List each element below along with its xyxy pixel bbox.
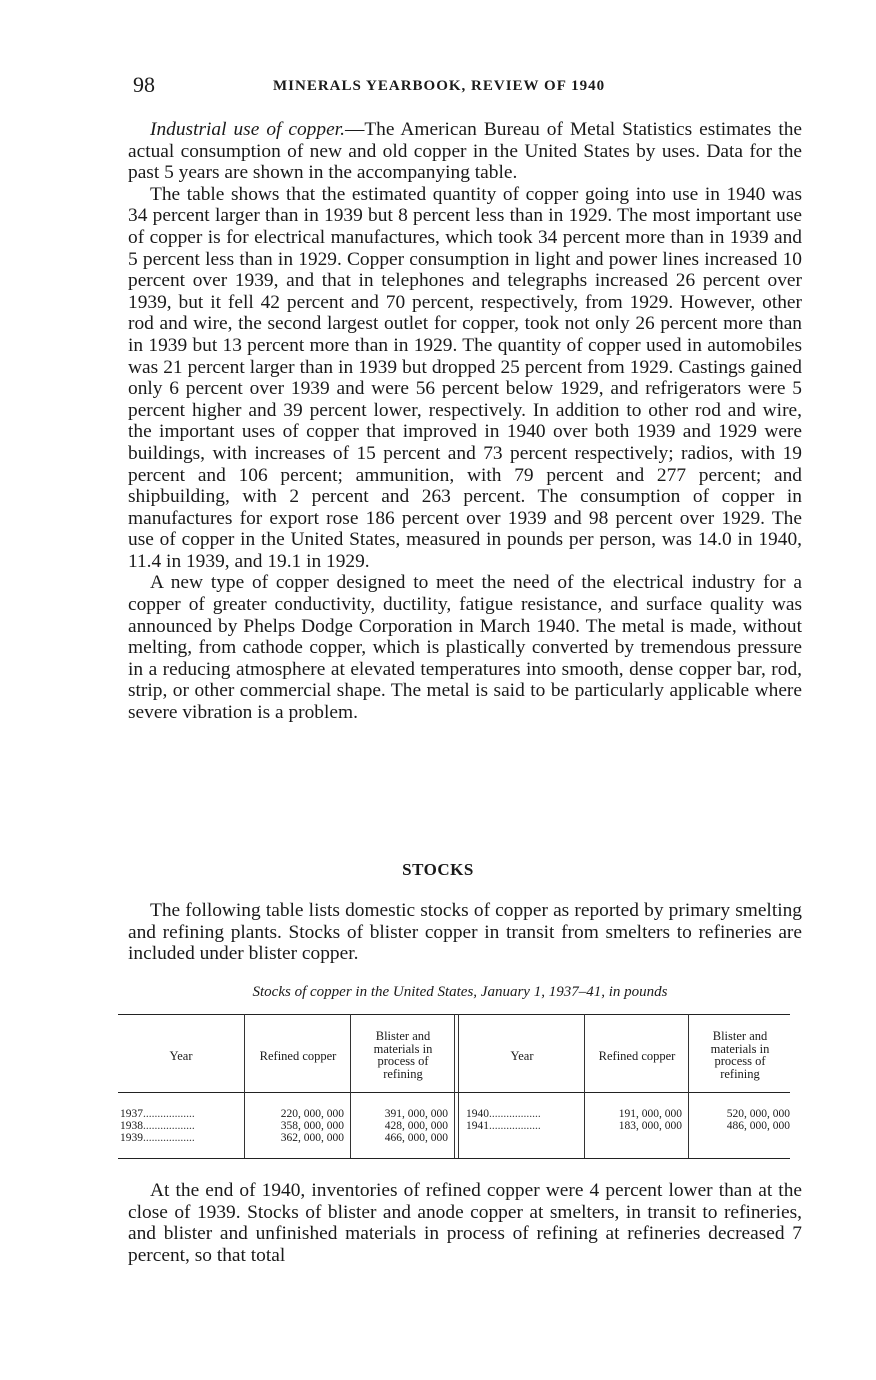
table-caption: Stocks of copper in the United States, January 1, 1937–41, in pounds <box>252 984 668 1000</box>
header-blister <box>352 1030 454 1080</box>
cell-refined: 358, 000, 000 <box>280 1120 344 1132</box>
page-number: 98 <box>133 72 155 97</box>
header-refined: Refined copper <box>259 1049 337 1063</box>
column-divider <box>244 1014 245 1158</box>
dot-leader: .................. <box>143 1120 195 1132</box>
cell-refined: 362, 000, 000 <box>280 1132 344 1144</box>
header-line: materials in <box>373 1041 433 1056</box>
cell-blister: 520, 000, 000 <box>726 1108 790 1120</box>
section-heading: STOCKS <box>402 860 474 879</box>
paragraph <box>128 119 802 184</box>
cell-blister: 466, 000, 000 <box>384 1132 448 1144</box>
column-divider <box>350 1014 351 1158</box>
dot-leader: .................. <box>143 1108 195 1120</box>
cell-refined: 191, 000, 000 <box>618 1108 682 1120</box>
column-divider <box>584 1014 585 1158</box>
header-year: Year <box>510 1049 534 1063</box>
header-year: Year <box>169 1049 193 1063</box>
stocks-closing <box>128 1180 802 1266</box>
header-line: materials in <box>710 1041 770 1056</box>
cell-year: 1937 <box>120 1108 143 1120</box>
stocks-intro <box>128 900 802 965</box>
paragraph: At the end of 1940, inventories of refined copper were 4 percent lower than at the close of 1939. Stocks of blister and anode copper at smelters, in transit to refineries, and blister and unfinished materials in process of refining at refineries decreased 7 percent, so that total <box>128 1180 802 1266</box>
cell-year: 1940 <box>466 1108 489 1120</box>
table-row <box>120 1108 240 1120</box>
header-blister <box>690 1030 790 1080</box>
table-bottom-rule <box>118 1158 790 1159</box>
cell-year: 1941 <box>466 1120 489 1132</box>
table-row <box>466 1108 582 1120</box>
cell-refined: 220, 000, 000 <box>280 1108 344 1120</box>
cell-blister: 391, 000, 000 <box>384 1108 448 1120</box>
header-line: Blister and <box>712 1029 768 1043</box>
paragraph: The table shows that the estimated quantity of copper going into use in 1940 was 34 percent larger than in 1939 but 8 percent less than in 1929. The most important use of copper is for electrical manufactures, which took 34 percent more than in 1939 and 5 percent less than in 1929. Copper consumption in light and power lines increased 10 percent over 1939, and that in telephones and telegraphs increased 26 percent over 1939, but it fell 42 percent and 70 percent, respectively, from 1929. However, other rod and wire, the second largest outlet for copper, took not only 26 percent more than in 1939 but 13 percent more than in 1929. The quantity of copper used in automobiles was 21 percent larger than in 1939 but dropped 25 percent from 1929. Castings gained only 6 percent over 1939 and were 56 percent below 1929, and refrigerators were 5 percent higher and 39 percent lower, respectively. In addition to other rod and wire, the important uses of copper that improved in 1940 over both 1939 and 1929 were buildings, with increases of 15 percent and 73 percent respectively; radios, with 19 percent and 106 percent; ammunition, with 79 percent and 277 percent; and shipbuilding, with 2 percent and 263 percent. The consumption of copper in manufactures for export rose 186 percent over 1939 and 98 percent over 1929. The use of copper in the United States, measured in pounds per person, was 14.0 in 1940, 11.4 in 1939, and 19.1 in 1929. <box>128 183 802 572</box>
table-row <box>120 1120 240 1132</box>
dot-leader: .................. <box>143 1132 195 1144</box>
stocks-table <box>118 1014 790 1162</box>
cell-year: 1938 <box>120 1120 143 1132</box>
section-copper-use <box>128 119 802 724</box>
paragraph: The following table lists domestic stocks of copper as reported by primary smelting and refining plants. Stocks of blister copper in transit from smelters to refineries are included under blister copper. <box>128 900 802 965</box>
dot-leader: .................. <box>489 1108 541 1120</box>
running-title: MINERALS YEARBOOK, REVIEW OF 1940 <box>273 78 606 94</box>
paragraph: A new type of copper designed to meet the need of the electrical industry for a copper of greater conductivity, ductility, fatigue resistance, and surface quality was announced by Phelps Dodge Corporation in March 1940. The metal is made, without melting, from cathode copper, which is plastically converted by tremendous pressure in a reducing atmosphere at elevated temperatures into smooth, dense copper bar, rod, strip, or other commercial shape. The metal is said to be particularly applicable where severe vibration is a problem. <box>128 572 802 724</box>
cell-blister: 486, 000, 000 <box>726 1120 790 1132</box>
dot-leader: .................. <box>489 1120 541 1132</box>
header-line: process of <box>377 1054 429 1068</box>
table-row <box>466 1120 582 1132</box>
header-line: refining <box>383 1066 423 1081</box>
cell-refined: 183, 000, 000 <box>618 1120 682 1132</box>
table-row <box>120 1132 240 1144</box>
cell-year: 1939 <box>120 1132 143 1144</box>
header-refined: Refined copper <box>598 1049 676 1063</box>
column-double-divider <box>454 1014 459 1158</box>
column-divider <box>688 1014 689 1158</box>
header-line: refining <box>720 1066 760 1081</box>
lead-in: Industrial use of copper. <box>150 119 345 140</box>
header-line: process of <box>714 1054 766 1068</box>
paragraph-text: —The American Bureau of Metal Statistics estimates the actual consumption of new and old copper in the United States by uses. Data for the past 5 years are shown in the accompanying table. <box>128 119 803 184</box>
header-line: Blister and <box>375 1029 431 1043</box>
cell-blister: 428, 000, 000 <box>384 1120 448 1132</box>
page-header <box>133 72 801 100</box>
